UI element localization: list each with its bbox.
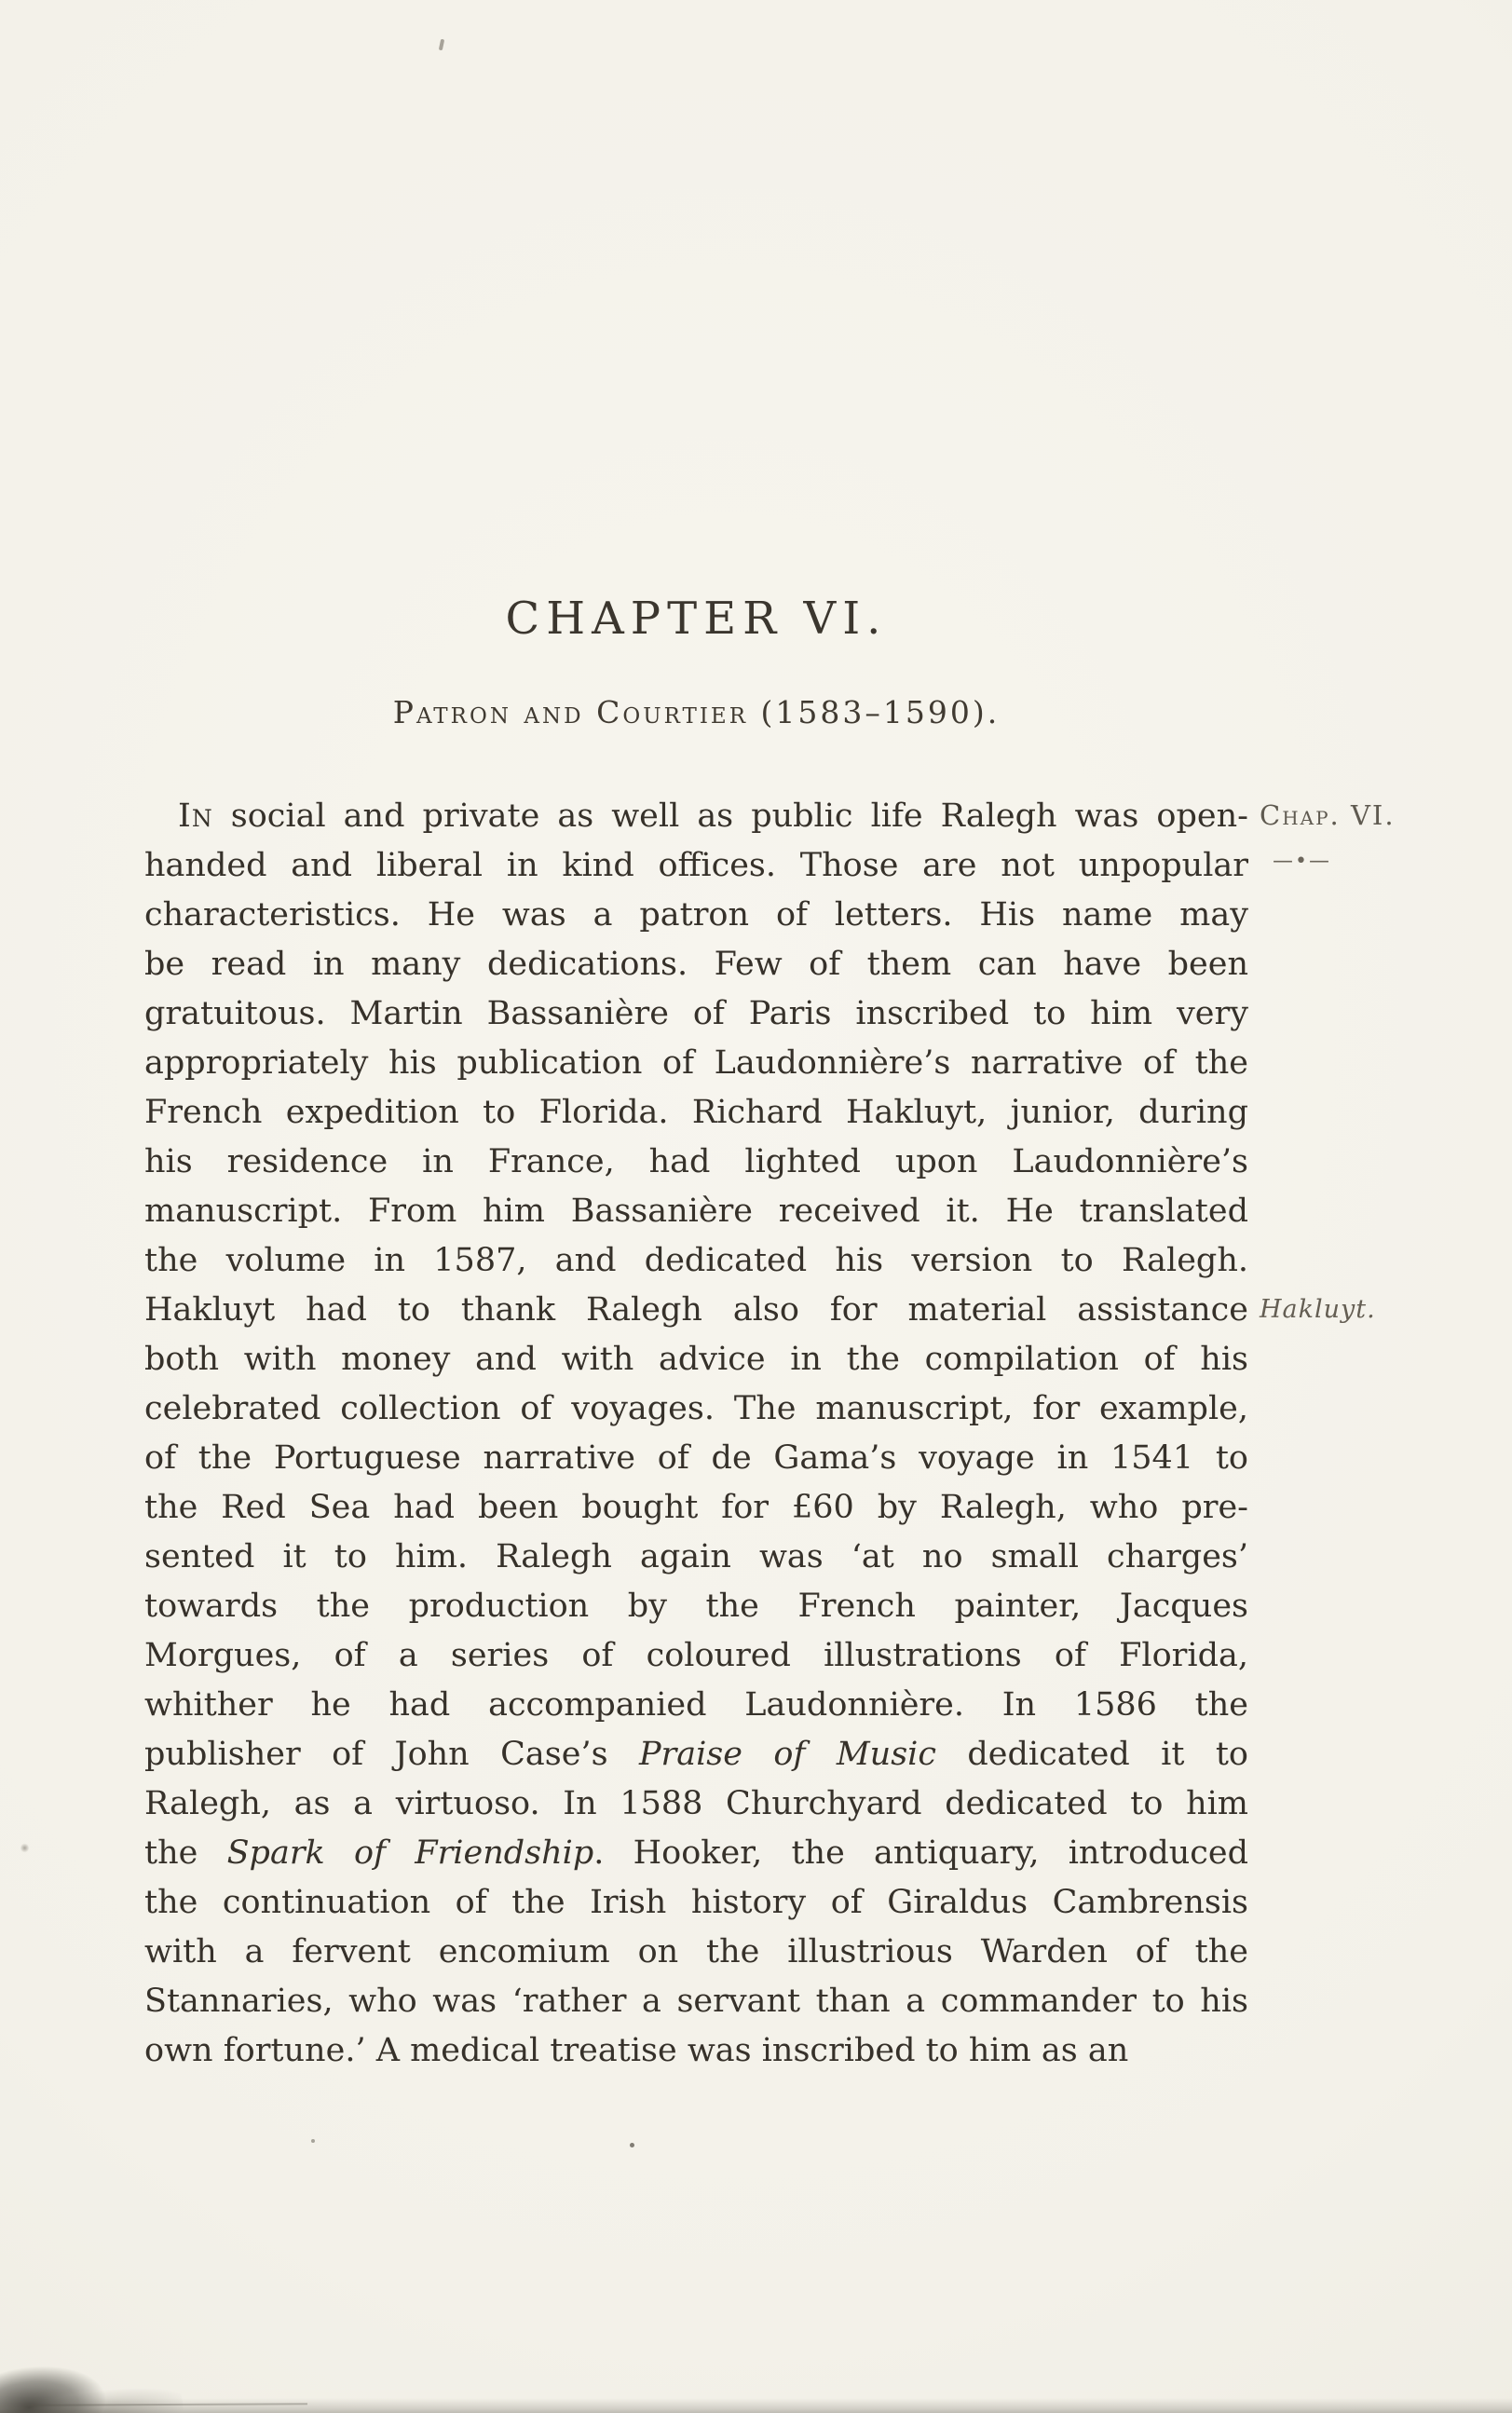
body-line-text: gratuitous. Martin Bassanière of Paris inscribed to him very [144,994,1248,1032]
body-line [144,841,1248,891]
text-block [144,593,1248,2076]
body-line-text: celebrated collection of voyages. The manuscript, for example, [144,1389,1248,1427]
body-line-text: handed and liberal in kind offices. Those are not unpopular [144,846,1248,884]
margin-ornament: —•— [1273,850,1331,873]
body-line-text: the volume in 1587, and dedicated his version to Ralegh. [144,1241,1248,1279]
body-line-text: Hakluyt had to thank Ralegh also for material assistance [144,1290,1248,1329]
body-line [144,1730,1248,1779]
body-line-text: be read in many dedications. Few of them can have been [144,945,1248,983]
body-line [144,891,1248,940]
body-line-text: Morgues, of a series of coloured illustrations of Florida, [144,1636,1248,1674]
body-line [144,1187,1248,1236]
scan-artifact-speck [439,39,444,51]
body-line-text: of the Portuguese narrative of de Gama’s voyage in 1541 to [144,1438,1248,1477]
margin-chapter-label: Chap. VI. [1260,799,1396,831]
body-line-text: French expedition to Florida. Richard Hakluyt, junior, during [144,1093,1248,1131]
body-line [144,1088,1248,1138]
body-line-text: Stannaries, who was ‘rather a servant than a commander to his [144,1982,1248,2020]
body-line-text: In [178,797,213,835]
body-line-text: the Red Sea had been bought for £60 by Ralegh, who pre- [144,1488,1248,1526]
scan-artifact-speck [311,2139,315,2143]
body-line [144,1533,1248,1582]
body-line-text: publisher of John Case’s [144,1735,639,1773]
body-line [144,1483,1248,1533]
body-line [144,1829,1248,1878]
body-line [144,1138,1248,1187]
body-line [144,1236,1248,1286]
italic-title-text: Praise of Music [638,1735,936,1773]
body-line-text: characteristics. He was a patron of letters. His name may [144,895,1248,934]
body-line-text: appropriately his publication of Laudonnière’s narrative of the [144,1043,1248,1082]
body-line-text: Ralegh, as a virtuoso. In 1588 Churchyard dedicated to him [144,1784,1248,1822]
body-line-text: whither he had accompanied Laudonnière. In 1586 the [144,1685,1248,1724]
body-line [144,1779,1248,1829]
body-line [144,1928,1248,1977]
body-line [144,940,1248,989]
body-line [144,1335,1248,1384]
body-line [144,989,1248,1039]
section-title: Patron and Courtier (1583–1590). [392,694,1001,730]
body-text [144,792,1248,2076]
body-line-text: manuscript. From him Bassanière received it. He translated [144,1192,1248,1230]
chapter-heading: CHAPTER VI. [505,593,888,645]
body-line-text: with a fervent encomium on the illustrious Warden of the [144,1932,1248,1970]
body-line-text: the continuation of the Irish history of Giraldus Cambrensis [144,1883,1248,1921]
body-line [144,1681,1248,1730]
body-line [144,1631,1248,1681]
body-line-text: . Hooker, the antiquary, introduced [593,1834,1248,1872]
body-line-text: own fortune.’ A medical treatise was inscribed to him as an [144,2031,1129,2069]
body-line-text: his residence in France, had lighted upon Laudonnière’s [144,1142,1248,1180]
body-line-text: sented it to him. Ralegh again was ‘at no small charges’ [144,1537,1248,1575]
body-line-text: towards the production by the French painter, Jacques [144,1587,1248,1625]
body-line [144,1384,1248,1434]
body-line [144,2026,1248,2076]
scan-artifact-speck [20,1843,29,1853]
body-line [144,1977,1248,2026]
scan-artifact-speck [630,2143,634,2147]
body-line [144,1582,1248,1631]
body-line [144,1039,1248,1088]
body-line-text: the [144,1834,227,1872]
body-line [144,1286,1248,1335]
body-line-text: social and private as well as public life Ralegh was open- [212,797,1248,835]
scan-bottom-edge [0,2398,1512,2413]
body-line-text: both with money and with advice in the compilation of his [144,1340,1248,1378]
body-line [144,792,1248,841]
body-line [144,1434,1248,1483]
body-line [144,1878,1248,1928]
body-line-text: dedicated it to [935,1735,1248,1773]
margin-sidenote-hakluyt: Hakluyt. [1260,1295,1376,1324]
italic-title-text: Spark of Friendship [226,1834,594,1872]
